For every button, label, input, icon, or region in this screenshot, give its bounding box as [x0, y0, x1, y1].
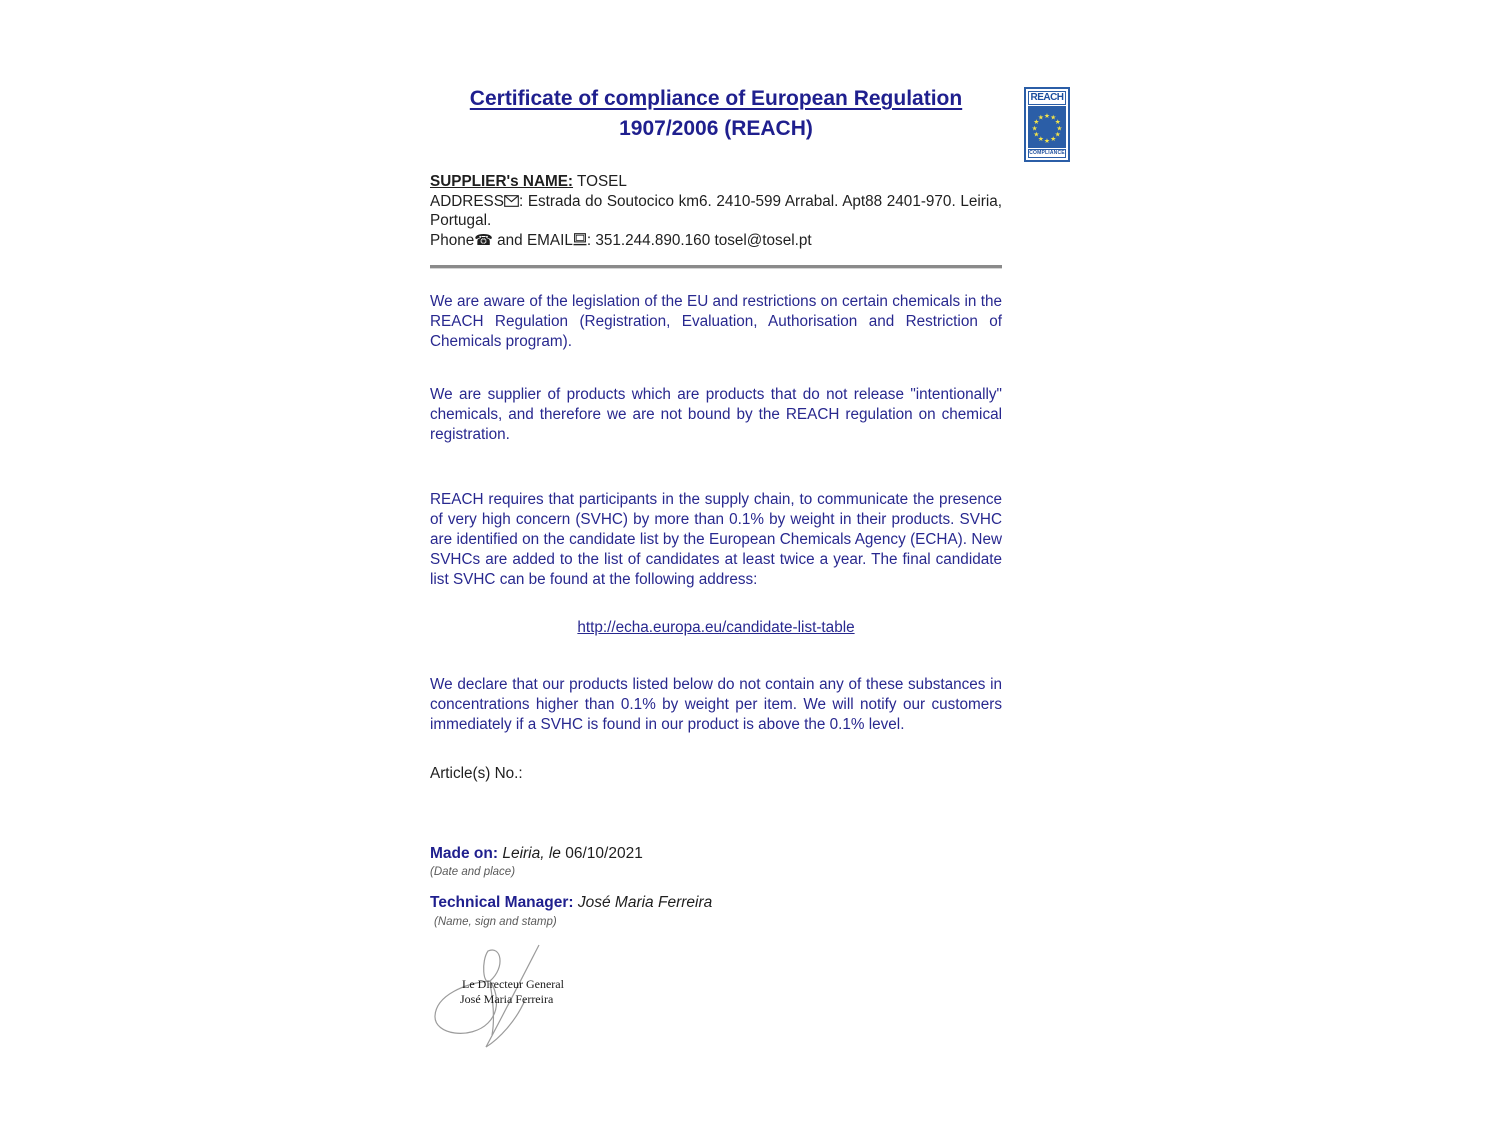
- document-title: [430, 84, 1002, 144]
- supplier-name-line: [430, 172, 1002, 192]
- svg-text:★: ★: [1050, 135, 1057, 144]
- candidate-list-link-row: [430, 619, 1002, 637]
- svg-text:★: ★: [1037, 113, 1044, 122]
- technical-manager-label: Technical Manager:: [430, 894, 574, 911]
- signature-flourish-icon: [426, 943, 596, 1058]
- svg-text:★: ★: [1031, 124, 1038, 133]
- supplier-contact-line: [430, 231, 1002, 251]
- certificate-page: [430, 0, 1002, 1125]
- svg-text:★: ★: [1054, 118, 1061, 127]
- address-value: : Estrada do Soutocico km6. 2410-599 Arrabal. Apt88 2401-970. Leiria, Portugal.: [430, 192, 1002, 229]
- svg-text:★: ★: [1033, 118, 1040, 127]
- reach-compliance-logo: [1024, 87, 1070, 162]
- supplier-name-label: SUPPLIER's NAME:: [430, 173, 574, 190]
- section-divider-rule: [430, 265, 1002, 268]
- eu-stars-circle-icon: [1028, 106, 1066, 148]
- technical-manager-name: José Maria Ferreira: [573, 894, 713, 911]
- paragraph-reach-awareness: We are aware of the legislation of the EU and restrictions on certain chemicals in the REACH Regulation (Registration, Evaluation, Authorisation and Restriction of Chemicals program).: [430, 293, 1002, 350]
- svg-text:★: ★: [1054, 130, 1061, 139]
- reach-logo-compliance-label: COMPLIANCE: [1029, 150, 1065, 156]
- technical-manager-line: [430, 894, 712, 912]
- envelope-icon: [504, 195, 519, 207]
- telephone-icon: ☎: [474, 230, 493, 249]
- reach-logo-title: REACH: [1028, 91, 1066, 105]
- contact-value: : 351.244.890.160 tosel@tosel.pt: [586, 231, 812, 249]
- supplier-address-line: [430, 192, 1002, 231]
- made-on-line: [430, 845, 643, 863]
- computer-icon: [573, 233, 587, 246]
- address-label: ADDRESS: [430, 192, 504, 210]
- svg-text:★: ★: [1044, 112, 1050, 121]
- paragraph-declaration: We declare that our products listed below do not contain any of these substances in concentrations higher than 0.1% by weight per item. We will notify our customers immediately if a SVHC is found in our product is above the 0.1% level.: [430, 676, 1002, 733]
- svg-text:★: ★: [1037, 135, 1044, 144]
- articles-number-label: Article(s) No.:: [430, 765, 523, 782]
- document-title-line2: 1907/2006 (REACH): [619, 117, 813, 140]
- made-on-place: Leiria, le: [498, 845, 561, 862]
- made-on-label: Made on:: [430, 845, 499, 862]
- paragraph-svhc-requirements: REACH requires that participants in the supply chain, to communicate the presence of very high concern (SVHC) by more than 0.1% by weight in their products. SVHC are identified on the candidate list by the European Chemicals Agency (ECHA). New SVHCs are added to the list of candidates at least twice a year. The final candidate list SVHC can be found at the following address:: [430, 491, 1002, 588]
- stamp-text-line2: José Maria Ferreira: [460, 992, 554, 1006]
- name-sign-stamp-hint: (Name, sign and stamp): [434, 916, 557, 928]
- svg-text:★: ★: [1050, 113, 1057, 122]
- paragraph-supplier-statement: We are supplier of products which are products that do not release "intentionally" chemicals, and therefore we are not bound by the REACH regulation on chemical registration.: [430, 386, 1002, 443]
- email-label: and EMAIL: [492, 231, 573, 249]
- signature-block: [426, 943, 596, 1058]
- svg-text:★: ★: [1033, 130, 1040, 139]
- date-place-hint: (Date and place): [430, 866, 516, 878]
- svg-text:★: ★: [1056, 124, 1063, 133]
- made-on-date: 06/10/2021: [560, 845, 643, 862]
- phone-label: Phone: [430, 231, 475, 249]
- candidate-list-link[interactable]: http://echa.europa.eu/candidate-list-table: [577, 619, 855, 636]
- svg-text:★: ★: [1044, 136, 1050, 145]
- supplier-name-value: TOSEL: [573, 173, 627, 190]
- supplier-info-block: [430, 172, 1002, 250]
- stamp-text-line1: Le Directeur General: [462, 977, 564, 991]
- document-title-line1: Certificate of compliance of European Regulation: [469, 87, 963, 110]
